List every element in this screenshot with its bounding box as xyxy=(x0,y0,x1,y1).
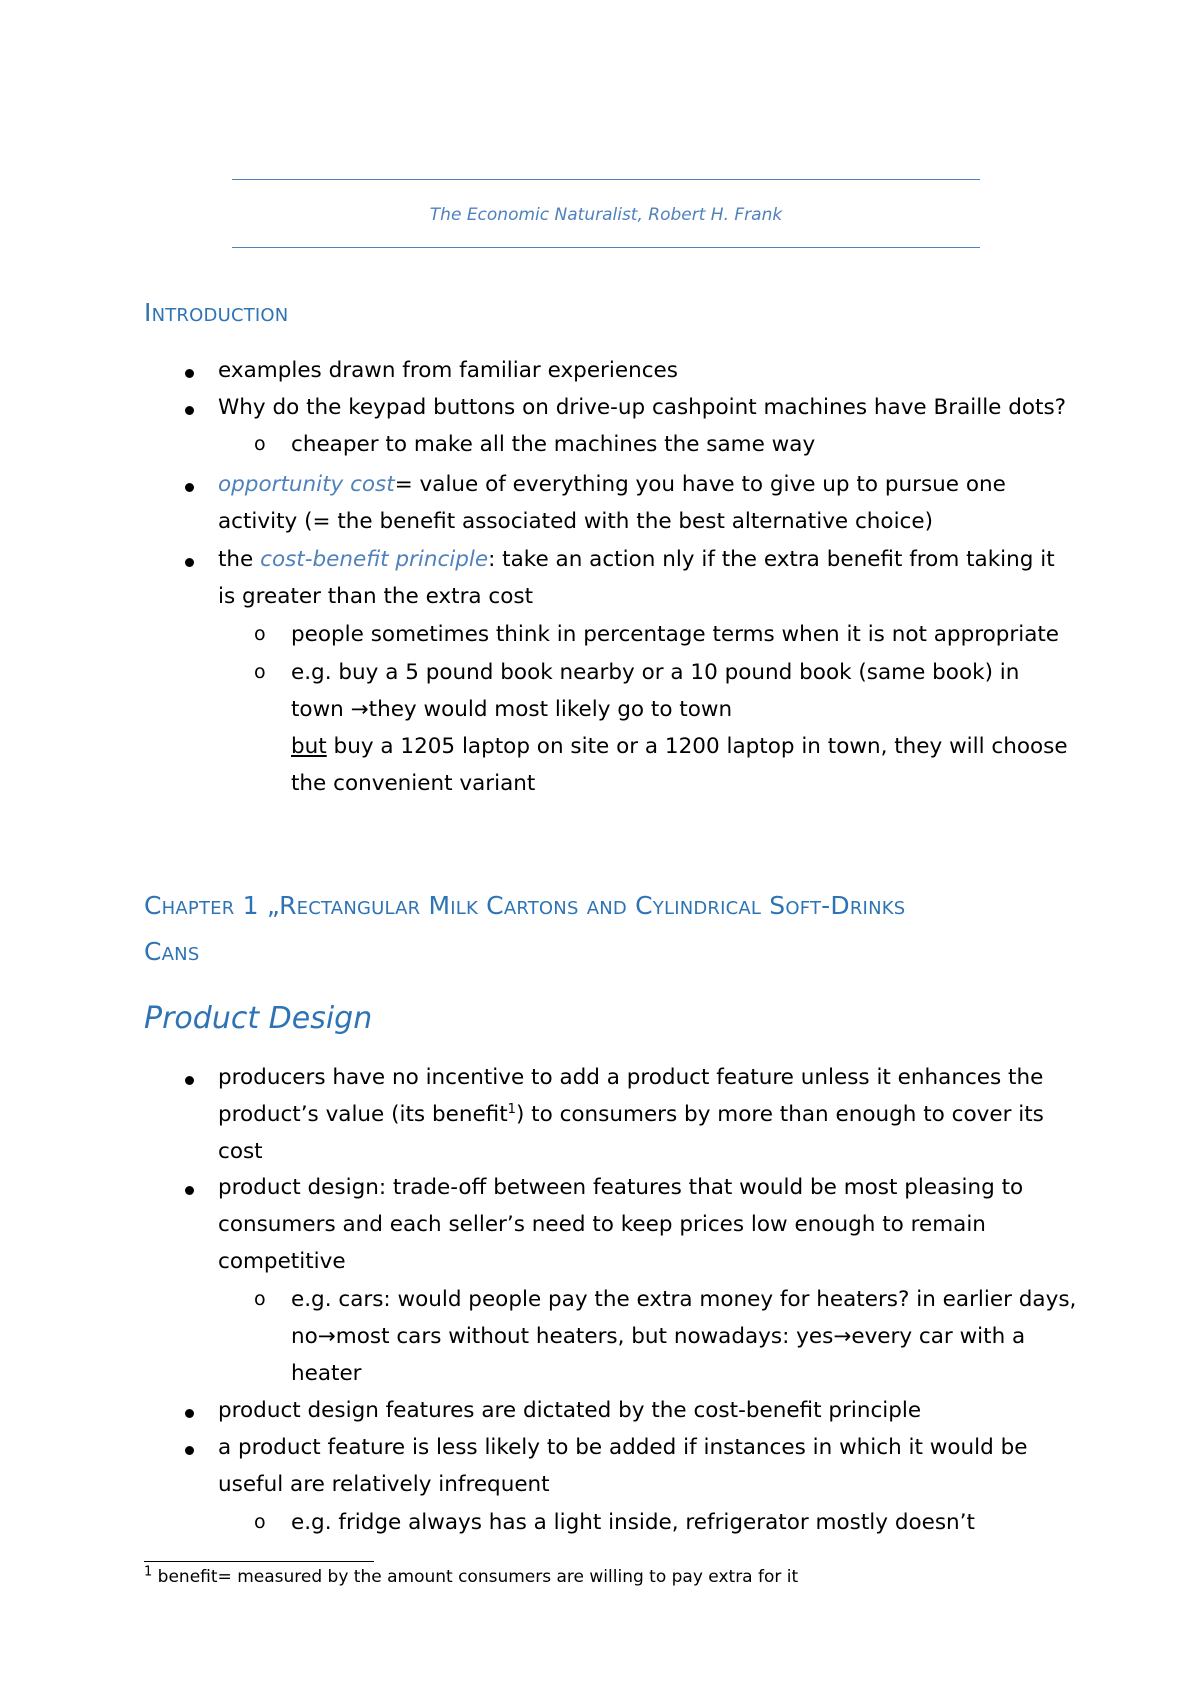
list-item-continuation xyxy=(218,1102,1044,1127)
bullet-icon xyxy=(185,1076,194,1085)
sub-list-item-continuation: the convenient variant xyxy=(291,771,536,796)
header-rule-bottom xyxy=(232,247,980,248)
footnote-separator xyxy=(144,1561,374,1562)
list-item-text: : take an action nly if the extra benefit from taking it xyxy=(488,547,1055,572)
list-item: examples drawn from familiar experiences xyxy=(218,358,678,383)
sub-list-item: cheaper to make all the machines the same way xyxy=(291,432,816,457)
list-item: Why do the keypad buttons on drive-up cashpoint machines have Braille dots? xyxy=(218,395,1067,420)
list-item-text: = value of everything you have to give up to pursue one xyxy=(394,472,1006,497)
footnote-mark: 1 xyxy=(144,1564,153,1580)
sub-list-item-continuation xyxy=(291,734,1068,759)
bullet-icon xyxy=(185,369,194,378)
list-item xyxy=(218,472,1006,497)
bullet-icon xyxy=(185,1446,194,1455)
product-design-heading: Product Design xyxy=(144,1001,373,1036)
list-item-text: product’s value (its benefit xyxy=(218,1102,508,1127)
list-item: product design features are dictated by the cost-benefit principle xyxy=(218,1398,922,1423)
footnote xyxy=(144,1564,799,1587)
list-item-continuation: is greater than the extra cost xyxy=(218,584,534,609)
list-item-continuation: activity (= the benefit associated with the best alternative choice) xyxy=(218,509,933,534)
bullet-icon xyxy=(185,558,194,567)
sub-list-item-continuation: town →they would most likely go to town xyxy=(291,697,733,722)
list-item-continuation: useful are relatively infrequent xyxy=(218,1472,550,1497)
list-item: a product feature is less likely to be added if instances in which it would be xyxy=(218,1435,1028,1460)
bullet-icon xyxy=(185,483,194,492)
cost-benefit-principle-term: cost-benefit principle xyxy=(260,547,489,572)
list-item-continuation: cost xyxy=(218,1139,263,1164)
list-item: product design: trade-off between features that would be most pleasing to xyxy=(218,1175,1024,1200)
sub-list-item: e.g. buy a 5 pound book nearby or a 10 pound book (same book) in xyxy=(291,660,1020,685)
sub-list-item: e.g. fridge always has a light inside, refrigerator mostly doesn’t xyxy=(291,1510,975,1535)
list-item-text: the xyxy=(218,547,261,572)
sub-bullet-icon: o xyxy=(254,433,266,455)
sub-bullet-icon: o xyxy=(254,1288,266,1310)
running-header: The Economic Naturalist, Robert H. Frank xyxy=(429,205,783,225)
list-item-text: ) to consumers by more than enough to cover its xyxy=(515,1102,1044,1127)
sub-list-item: people sometimes think in percentage terms when it is not appropriate xyxy=(291,622,1060,647)
bullet-icon xyxy=(185,406,194,415)
list-item-continuation: competitive xyxy=(218,1249,346,1274)
opportunity-cost-term: opportunity cost xyxy=(218,472,395,497)
introduction-heading: Introduction xyxy=(144,298,289,327)
sub-list-item-continuation: no→most cars without heaters, but nowadays: yes→every car with a xyxy=(291,1324,1026,1349)
underlined-but: but xyxy=(291,734,327,759)
list-item: producers have no incentive to add a product feature unless it enhances the xyxy=(218,1065,1044,1090)
chapter-1-heading-continuation: Cans xyxy=(144,937,200,966)
footnote-text: benefit= measured by the amount consumers are willing to pay extra for it xyxy=(152,1567,799,1587)
footnote-reference[interactable]: 1 xyxy=(507,1101,516,1117)
sub-bullet-icon: o xyxy=(254,661,266,683)
sub-bullet-icon: o xyxy=(254,1511,266,1533)
list-item xyxy=(218,547,1055,572)
sub-bullet-icon: o xyxy=(254,623,266,645)
sub-list-item-continuation: heater xyxy=(291,1361,362,1386)
bullet-icon xyxy=(185,1409,194,1418)
list-item-continuation: consumers and each seller’s need to keep prices low enough to remain xyxy=(218,1212,986,1237)
header-rule-top xyxy=(232,179,980,180)
bullet-icon xyxy=(185,1186,194,1195)
list-item-text: buy a 1205 laptop on site or a 1200 laptop in town, they will choose xyxy=(326,734,1068,759)
sub-list-item: e.g. cars: would people pay the extra money for heaters? in earlier days, xyxy=(291,1287,1077,1312)
chapter-1-heading: Chapter 1 „Rectangular Milk Cartons and Cylindrical Soft-Drinks xyxy=(144,891,906,920)
